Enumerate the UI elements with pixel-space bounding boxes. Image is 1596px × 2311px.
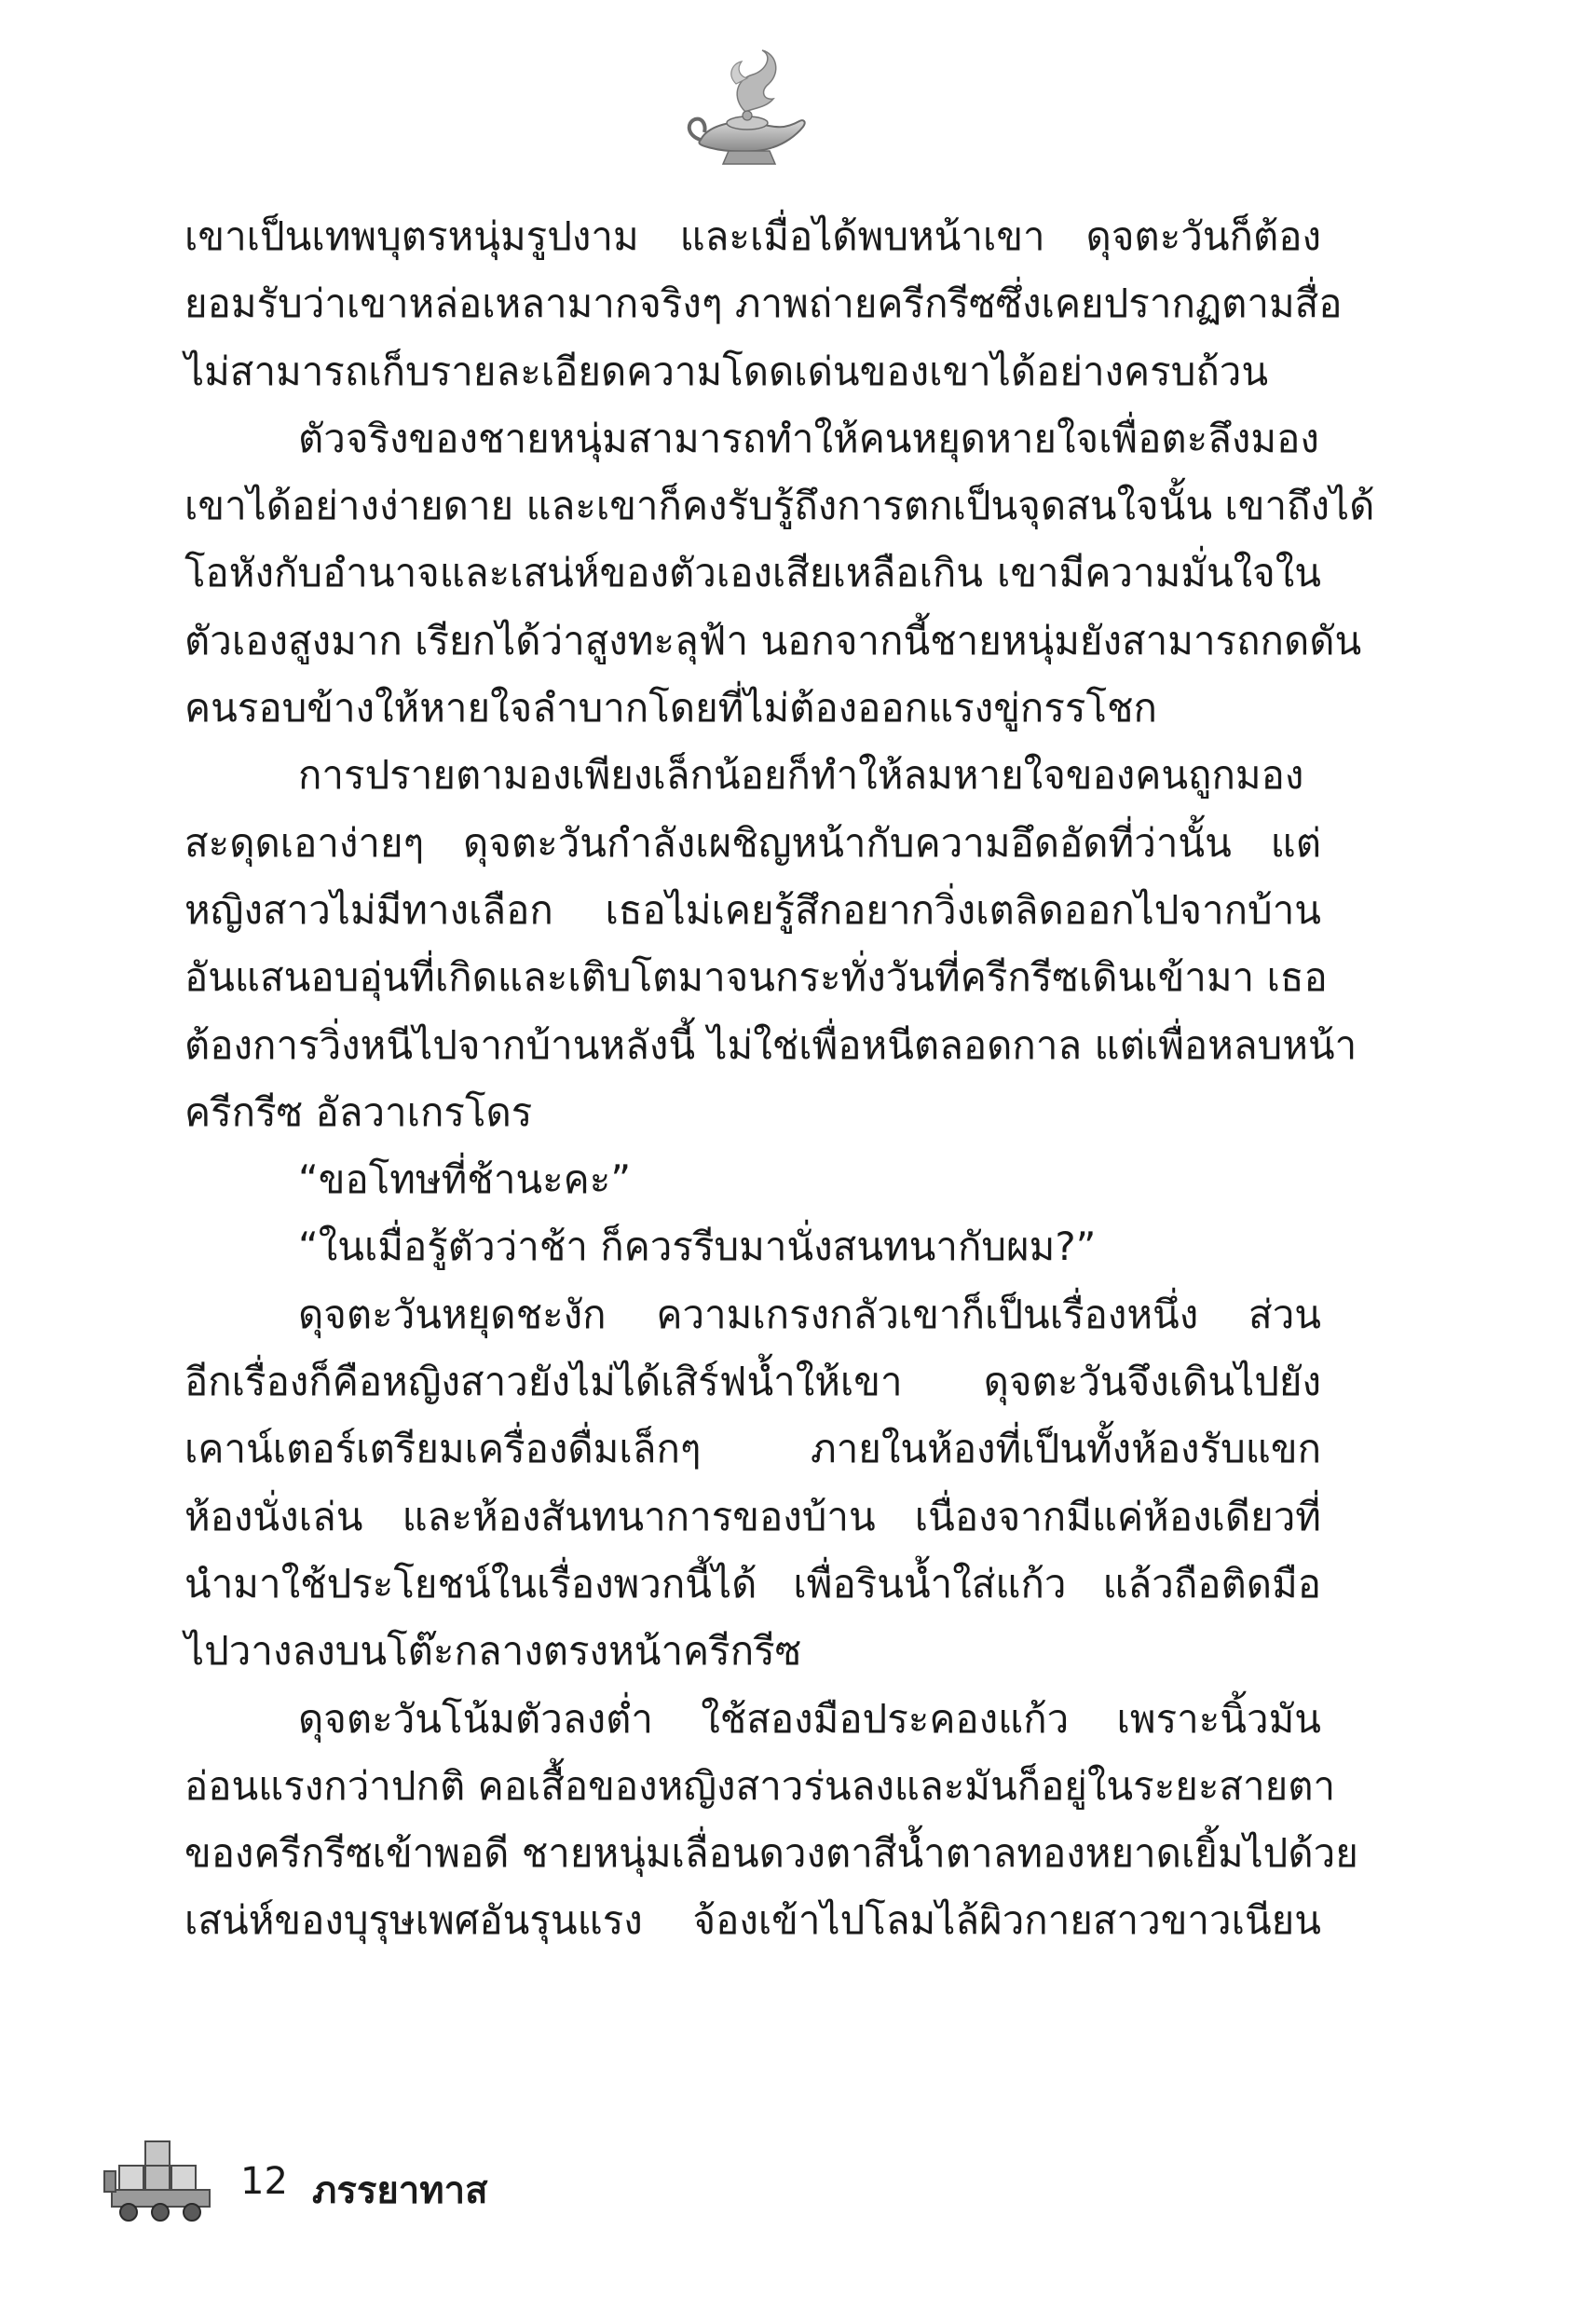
- text-line: หญิงสาวไม่มีทางเลือก เธอไม่เคยรู้สึกอยากวิ่งเตลิดออกไปจากบ้าน: [184, 886, 1321, 933]
- running-title: ภรรยาทาส: [312, 2169, 488, 2212]
- text-line: อีกเรื่องก็คือหญิงสาวยังไม่ได้เสิร์ฟน้ำให้เขา ดุจตะวันจึงเดินไปยัง: [184, 1359, 1321, 1405]
- text-line: ตัวเองสูงมาก เรียกได้ว่าสูงทะลุฟ้า นอกจากนี้ชายหนุ่มยังสามารถกดดัน: [184, 617, 1362, 663]
- genie-lamp-icon: [680, 47, 820, 186]
- text-line: ห้องนั่งเล่น และห้องสันทนาการของบ้าน เนื่องจากมีแค่ห้องเดียวที่: [184, 1493, 1321, 1539]
- text-line: โอหังกับอำนาจและเสน่ห์ของตัวเองเสียเหลือเกิน เขามีความมั่นใจใน: [184, 550, 1321, 596]
- text-line: ครีกรีซ อัลวาเกรโดร: [184, 1088, 533, 1135]
- text-line: ดุจตะวันหยุดชะงัก ความเกรงกลัวเขาก็เป็นเรื่องหนึ่ง ส่วน: [298, 1291, 1321, 1337]
- text-line: อันแสนอบอุ่นที่เกิดและเติบโตมาจนกระทั่งวันที่ครีกรีซเดินเข้ามา เธอ: [184, 954, 1328, 1001]
- page-footer: [102, 2134, 755, 2236]
- text-line: ของครีกรีซเข้าพอดี ชายหนุ่มเลื่อนดวงตาสีน้ำตาลทองหยาดเยิ้มไปด้วย: [184, 1830, 1358, 1877]
- page-number: 12: [240, 2160, 288, 2203]
- text-line: คนรอบข้างให้หายใจลำบากโดยที่ไม่ต้องออกแรงขู่กรรโชก: [184, 685, 1157, 732]
- toy-blocks-icon: [102, 2134, 219, 2227]
- text-line: เขาได้อย่างง่ายดาย และเขาก็คงรับรู้ถึงการตกเป็นจุดสนใจนั้น เขาถึงได้: [184, 483, 1375, 529]
- text-line: อ่อนแรงกว่าปกติ คอเสื้อของหญิงสาวร่นลงและมันก็อยู่ในระยะสายตา: [184, 1762, 1336, 1809]
- text-line: ตัวจริงของชายหนุ่มสามารถทำให้คนหยุดหายใจเพื่อตะลึงมอง: [298, 415, 1319, 461]
- text-line: สะดุดเอาง่ายๆ ดุจตะวันกำลังเผชิญหน้ากับความอึดอัดที่ว่านั้น แต่: [184, 819, 1321, 866]
- text-line: ต้องการวิ่งหนีไปจากบ้านหลังนี้ ไม่ใช่เพื่อหนีตลอดกาล แต่เพื่อหลบหน้า: [184, 1021, 1357, 1068]
- text-line: การปรายตามองเพียงเล็กน้อยก็ทำให้ลมหายใจของคนถูกมอง: [298, 752, 1304, 799]
- dialogue-line: “ในเมื่อรู้ตัวว่าช้า ก็ควรรีบมานั่งสนทนากับผม?”: [298, 1224, 1097, 1270]
- text-line: เคาน์เตอร์เตรียมเครื่องดื่มเล็กๆ ภายในห้องที่เป็นทั้งห้องรับแขก: [184, 1426, 1321, 1472]
- text-line: ยอมรับว่าเขาหล่อเหลามากจริงๆ ภาพถ่ายครีกรีซซึ่งเคยปรากฏตามสื่อ: [184, 280, 1343, 327]
- text-line: ไปวางลงบนโต๊ะกลางตรงหน้าครีกรีซ: [184, 1628, 802, 1675]
- text-line: เสน่ห์ของบุรุษเพศอันรุนแรง จ้องเข้าไปโลมไล้ผิวกายสาวขาวเนียน: [184, 1897, 1321, 1944]
- dialogue-line: “ขอโทษที่ช้านะคะ”: [298, 1156, 632, 1203]
- text-line: ไม่สามารถเก็บรายละเอียดความโดดเด่นของเขาได้อย่างครบถ้วน: [184, 348, 1269, 394]
- text-line: ดุจตะวันโน้มตัวลงต่ำ ใช้สองมือประคองแก้ว เพราะนิ้วมัน: [298, 1695, 1321, 1742]
- body-text: [184, 203, 1375, 1955]
- text-line: เขาเป็นเทพบุตรหนุ่มรูปงาม และเมื่อได้พบหน้าเขา ดุจตะวันก็ต้อง: [184, 213, 1321, 259]
- text-line: นำมาใช้ประโยชน์ในเรื่องพวกนี้ได้ เพื่อรินน้ำใส่แก้ว แล้วถือติดมือ: [184, 1560, 1321, 1607]
